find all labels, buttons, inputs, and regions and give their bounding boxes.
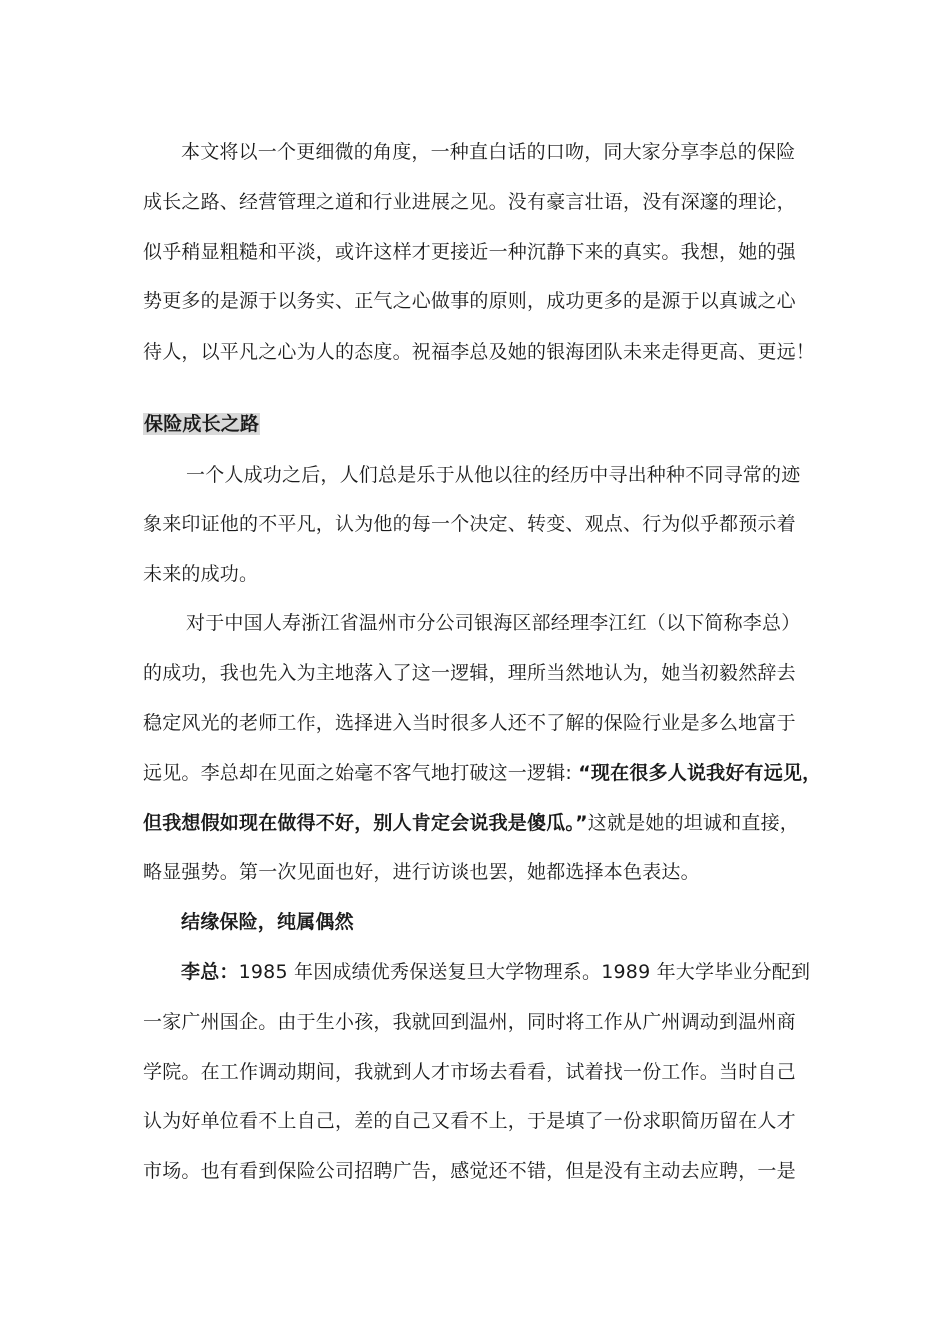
success-line-3: 未来的成功。 xyxy=(143,563,259,585)
story-quote-end: 但我想假如现在做得不好，别人肯定会说我是傻瓜。” xyxy=(143,812,588,834)
story-line-6: 略显强势。第一次见面也好，进行访谈也罢，她都选择本色表达。 xyxy=(143,861,700,883)
story-quote-start: “现在很多人说我好有远见， xyxy=(578,762,822,784)
interview-line-3: 学院。在工作调动期间，我就到人才市场去看看，试着找一份工作。当时自己 xyxy=(143,1061,796,1083)
success-line-1: 一个人成功之后，人们总是乐于从他以往的经历中寻出种种不同寻常的迹 xyxy=(186,464,801,486)
story-line-2: 的成功，我也先入为主地落入了这一逻辑，理所当然地认为，她当初毅然辞去 xyxy=(143,662,796,684)
story-line-5 xyxy=(143,810,799,836)
interview-line-1 xyxy=(181,959,810,985)
section-heading xyxy=(143,411,260,437)
intro-line-4: 势更多的是源于以务实、正气之心做事的原则，成功更多的是源于以真诚之心 xyxy=(143,290,796,312)
speaker-label: 李总： xyxy=(181,961,239,983)
interview-line-1-text: 1985 年因成绩优秀保送复旦大学物理系。1989 年大学毕业分配到 xyxy=(238,961,811,983)
intro-line-5: 待人，以平凡之心为人的态度。祝福李总及她的银海团队未来走得更高、更远！ xyxy=(143,341,816,363)
success-line-2: 象来印证他的不平凡，认为他的每一个决定、转变、观点、行为似乎都预示着 xyxy=(143,513,796,535)
intro-line-2: 成长之路、经营管理之道和行业进展之见。没有豪言壮语，没有深邃的理论， xyxy=(143,191,796,213)
interview-line-2: 一家广州国企。由于生小孩，我就回到温州，同时将工作从广州调动到温州商 xyxy=(143,1011,796,1033)
intro-line-3: 似乎稍显粗糙和平淡，或许这样才更接近一种沉静下来的真实。我想，她的强 xyxy=(143,241,796,263)
story-line-4 xyxy=(143,760,821,786)
section-heading-text: 保险成长之路 xyxy=(144,413,260,435)
story-line-4-plain: 远见。李总却在见面之始毫不客气地打破这一逻辑: xyxy=(143,762,579,784)
interview-line-5: 市场。也有看到保险公司招聘广告，感觉还不错，但是没有主动去应聘，一是 xyxy=(143,1160,796,1182)
story-line-3: 稳定风光的老师工作，选择进入当时很多人还不了解的保险行业是多么地富于 xyxy=(143,712,796,734)
intro-line-1: 本文将以一个更细微的角度，一种直白话的口吻，同大家分享李总的保险 xyxy=(181,141,796,163)
story-line-1: 对于中国人寿浙江省温州市分公司银海区部经理李江红（以下简称李总） xyxy=(186,612,801,634)
subheading: 结缘保险，纯属偶然 xyxy=(181,911,354,933)
interview-line-4: 认为好单位看不上自己，差的自己又看不上，于是填了一份求职简历留在人才 xyxy=(143,1110,796,1132)
story-line-5-plain: 这就是她的坦诚和直接， xyxy=(587,812,799,834)
